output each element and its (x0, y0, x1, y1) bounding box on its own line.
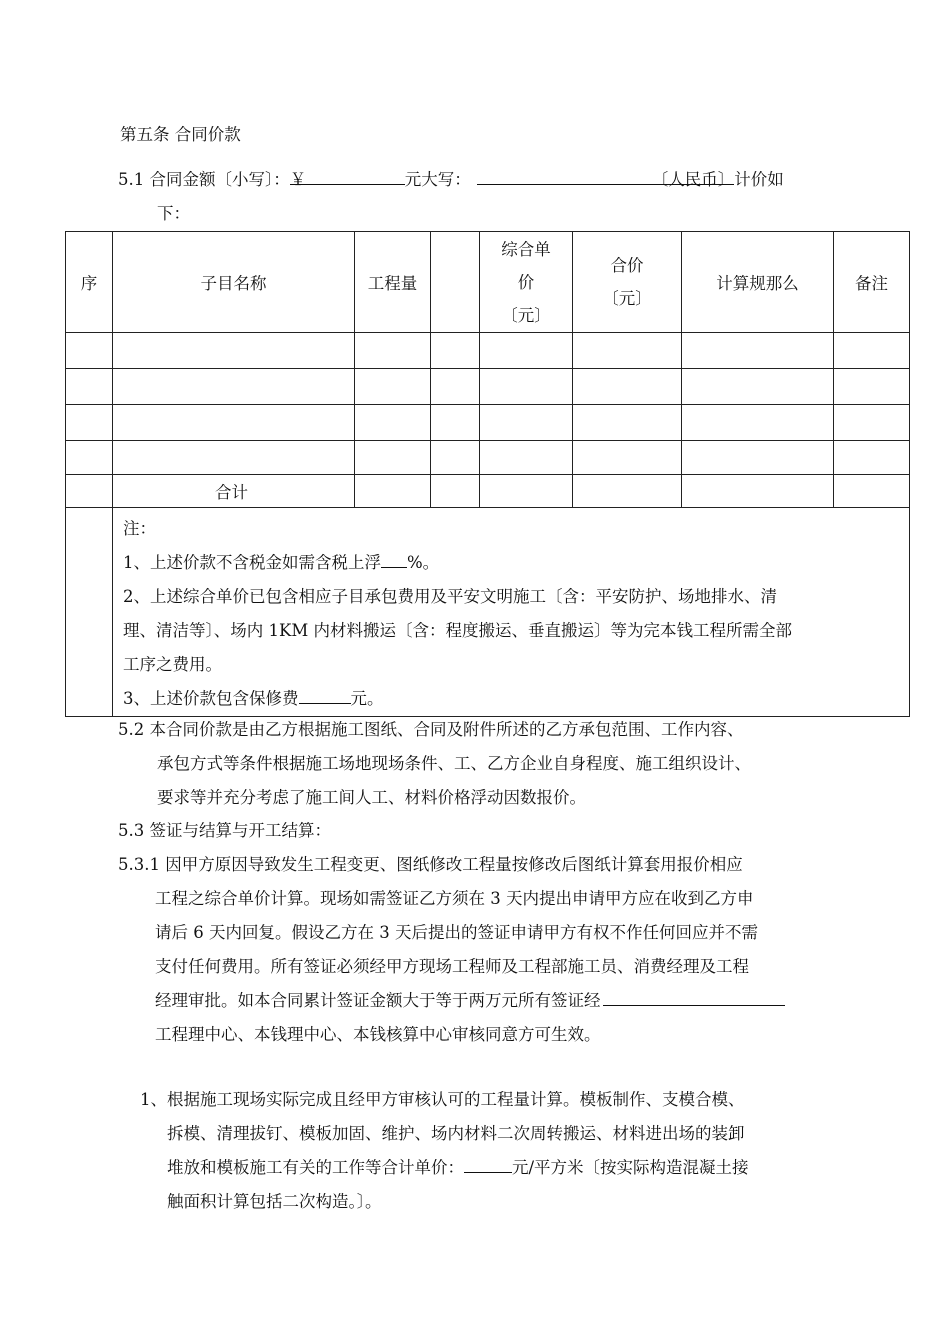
header-quantity: 工程量 (355, 232, 431, 333)
clause-5-3-1-line2: 工程之综合单价计算。现场如需签证乙方须在 3 天内提出申请甲方应在收到乙方申 (155, 889, 754, 908)
price-table (65, 231, 910, 717)
yuan-daxie-label: 元大写： (404, 170, 471, 189)
clause-5-3-1-line3: 请后 6 天内回复。假设乙方在 3 天后提出的签证申请甲方有权不作任何回应并不需 (155, 923, 758, 942)
clause-5-2-line3: 要求等并充分考虑了施工间人工、材料价格浮动因数报价。 (157, 788, 586, 807)
header-blank (431, 232, 480, 333)
item-1-line1: 1、根据施工现场实际完成且经甲方审核认可的工程量计算。模板制作、支模合模、 (140, 1090, 745, 1109)
amount-figure-blank (289, 166, 405, 189)
contract-amount-line (118, 166, 784, 190)
pricing-suffix: 计价如 (734, 170, 784, 189)
contract-amount-line2: 下： (157, 204, 190, 223)
amount-words-blank (477, 166, 652, 185)
item-1-line4: 触面积计算包括二次构造。〕。 (167, 1192, 382, 1211)
warranty-fee-blank (299, 685, 351, 704)
header-seq: 序 (66, 232, 113, 333)
note-2-line3: 工序之费用。 (123, 655, 222, 674)
table-header-row (66, 232, 910, 333)
clause-5-3-1-line4: 支付任何费用。所有签证必须经甲方现场工程师及工程部施工员、消费经理及工程 (155, 957, 749, 976)
header-unit-price: 综合单 价 〔元〕 (480, 232, 573, 333)
rmb-label: 〔人民币〕 (652, 166, 735, 185)
table-sum-row (66, 475, 910, 508)
clause-5-2-line2: 承包方式等条件根据施工场地现场条件、工、乙方企业自身程度、施工组织设计、 (157, 754, 751, 773)
clause-5-3-1-line5: 经理审批。如本合同累计签证金额大于等于两万元所有签证经 (155, 987, 785, 1011)
tax-rate-blank (381, 549, 407, 568)
item-1-line3: 堆放和模板施工有关的工作等合计单价： 元/平方米〔按实际构造混凝土接 (167, 1154, 749, 1178)
table-row (66, 405, 910, 441)
note-1: 1、上述价款不含税金如需含税上浮 %。 (123, 546, 909, 580)
note-3: 3、上述价款包含保修费 元。 (123, 682, 909, 716)
unit-price-blank (464, 1154, 512, 1173)
header-total-price: 合价 〔元〕 (573, 232, 682, 333)
table-row (66, 333, 910, 369)
sum-label: 合计 (113, 475, 355, 508)
notes-title: 注： (123, 519, 156, 538)
clause-5-2-line1: 5.2 本合同价款是由乙方根据施工图纸、合同及附件所述的乙方承包范围、工作内容、 (118, 720, 744, 739)
table-row (66, 369, 910, 405)
clause-5-3-1-line6: 工程理中心、本钱理中心、本钱核算中心审核同意方可生效。 (155, 1025, 601, 1044)
notes-cell (113, 508, 910, 717)
clause-5-3-title: 5.3 签证与结算与开工结算： (118, 821, 331, 840)
contract-amount-prefix: 5.1 合同金额〔小写〕： (118, 170, 290, 189)
header-item-name: 子目名称 (113, 232, 355, 333)
table-notes-row (66, 508, 910, 717)
header-calc-rule: 计算规那么 (682, 232, 834, 333)
table-row (66, 441, 910, 475)
header-remark: 备注 (834, 232, 910, 333)
signoff-blank (603, 987, 785, 1006)
note-2-line2: 理、清洁等〕、场内 1KM 内材料搬运〔含：程度搬运、垂直搬运〕等为完本钱工程所需全部 (123, 621, 792, 640)
article-title: 第五条 合同价款 (120, 125, 241, 144)
item-1-line2: 拆模、清理拔钉、模板加固、维护、场内材料二次周转搬运、材料进出场的装卸 (167, 1124, 745, 1143)
clause-5-3-1-line1: 5.3.1 因甲方原因导致发生工程变更、图纸修改工程量按修改后图纸计算套用报价相应 (118, 855, 743, 874)
yen-sign: ￥ (289, 170, 307, 189)
note-2-line1: 2、上述综合单价已包含相应子目承包费用及平安文明施工〔含：平安防护、场地排水、清 (123, 587, 777, 606)
